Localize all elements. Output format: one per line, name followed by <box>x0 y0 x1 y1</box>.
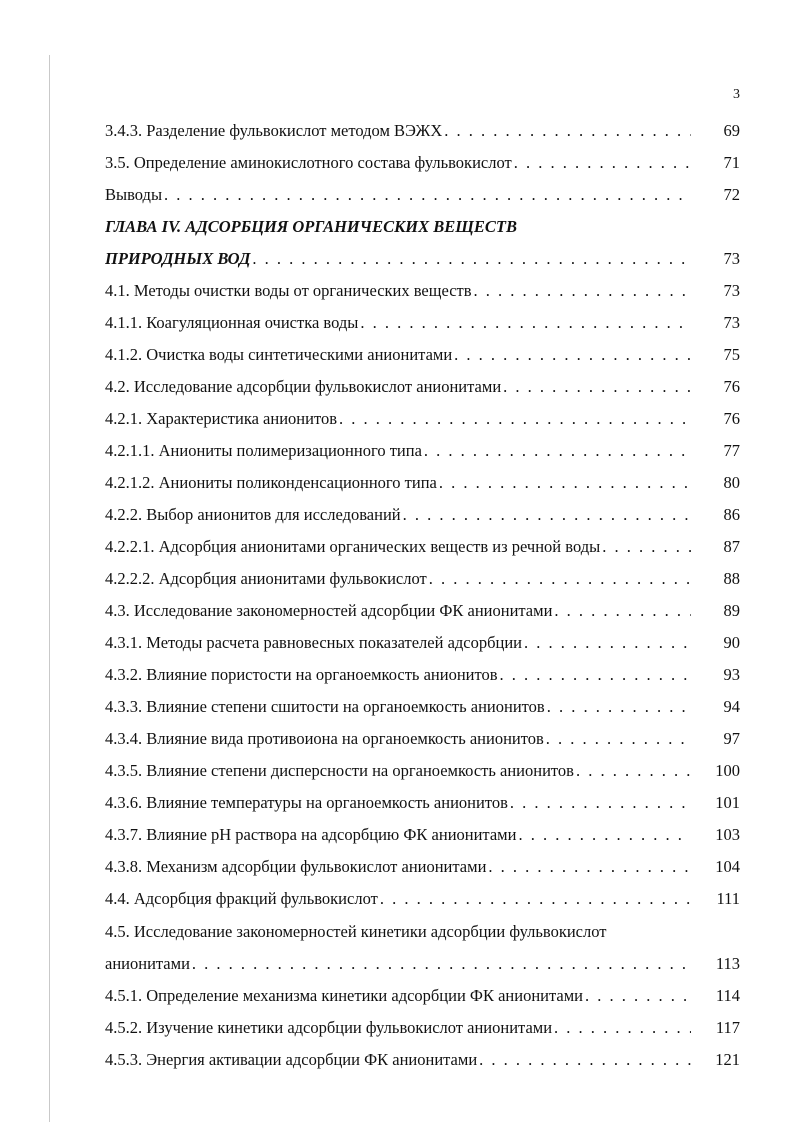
dot-leader <box>524 627 691 659</box>
toc-entry-title: 4.3.3. Влияние степени сшитости на органоемкость анионитов <box>105 697 545 716</box>
toc-entry <box>0 659 793 691</box>
toc-entry-page: 101 <box>715 793 740 812</box>
dot-leader <box>403 499 691 531</box>
page-number: 3 <box>733 87 740 102</box>
toc-entry-title: 4.2. Исследование адсорбции фульвокислот анионитами <box>105 377 502 396</box>
toc-entry-page: 71 <box>723 153 740 172</box>
toc-entry <box>0 980 793 1012</box>
toc-entry-page: 86 <box>723 505 740 524</box>
dot-leader <box>339 403 691 435</box>
dot-leader <box>252 243 691 275</box>
toc-entry-title: 4.3.1. Методы расчета равновесных показателей адсорбции <box>105 633 522 652</box>
toc-entry-title: 3.5. Определение аминокислотного состава фульвокислот <box>105 153 512 172</box>
toc-chapter-heading <box>0 211 793 243</box>
toc-entry-title: 4.2.2. Выбор анионитов для исследований <box>105 505 401 524</box>
toc-entry <box>0 691 793 723</box>
dot-leader <box>429 563 691 595</box>
toc-entry-title: 4.2.1.2. Аниониты поликонденсационного типа <box>105 473 437 492</box>
toc-entry <box>0 531 793 563</box>
toc-entry-title: анионитами <box>105 954 190 973</box>
toc-entry-title: 4.2.2.1. Адсорбция анионитами органических веществ из речной воды <box>105 537 601 556</box>
toc-entry <box>0 627 793 659</box>
toc-entry <box>0 371 793 403</box>
dot-leader <box>360 307 691 339</box>
toc-entry-title: 4.1. Методы очистки воды от органических веществ <box>105 281 472 300</box>
toc-entry-page: 76 <box>723 377 740 396</box>
toc-entry-page: 94 <box>723 697 740 716</box>
toc-chapter-heading-cont <box>0 243 793 275</box>
toc-entry <box>0 147 793 179</box>
dot-leader <box>514 147 691 179</box>
toc-entry-title: ГЛАВА IV. АДСОРБЦИЯ ОРГАНИЧЕСКИХ ВЕЩЕСТВ <box>105 217 517 236</box>
dot-leader <box>546 723 691 755</box>
toc-entry-title: 4.3.2. Влияние пористости на органоемкость анионитов <box>105 665 498 684</box>
dot-leader <box>439 467 691 499</box>
toc-entry-title: 4.2.1.1. Аниониты полимеризационного типа <box>105 441 422 460</box>
toc-entry-page: 90 <box>723 633 740 652</box>
toc-entry <box>0 1044 793 1076</box>
toc-entry <box>0 851 793 883</box>
toc-entry-page: 97 <box>723 729 740 748</box>
toc-entry <box>0 499 793 531</box>
toc-entry <box>0 1012 793 1044</box>
toc-entry-page: 114 <box>715 986 740 1005</box>
toc-entry-page: 89 <box>723 601 740 620</box>
toc-entry <box>0 307 793 339</box>
dot-leader <box>479 1044 691 1076</box>
toc-entry-page: 80 <box>723 473 740 492</box>
toc-entry-title: 4.5.2. Изучение кинетики адсорбции фульвокислот анионитами <box>105 1018 553 1037</box>
dot-leader <box>454 339 691 371</box>
dot-leader <box>518 819 691 851</box>
toc-entry <box>0 339 793 371</box>
toc-entry-page: 77 <box>723 441 740 460</box>
toc-entry-page: 69 <box>723 121 740 140</box>
toc-entry-page: 73 <box>723 281 740 300</box>
dot-leader <box>488 851 691 883</box>
dot-leader <box>444 115 691 147</box>
toc-entry-title: 4.3.7. Влияние pH раствора на адсорбцию ФК анионитами <box>105 825 517 844</box>
dot-leader <box>474 275 691 307</box>
toc-entry <box>0 275 793 307</box>
toc-entry <box>0 787 793 819</box>
dot-leader <box>554 595 691 627</box>
toc-entry-page: 88 <box>723 569 740 588</box>
toc-entry-page: 111 <box>716 889 740 908</box>
toc-entry <box>0 819 793 851</box>
toc-entry-title: 4.1.1. Коагуляционная очистка воды <box>105 313 359 332</box>
toc-entry-page: 121 <box>715 1050 740 1069</box>
dot-leader <box>164 179 691 211</box>
toc-entry-page: 117 <box>715 1018 740 1037</box>
toc-entry-title: 4.3.8. Механизм адсорбции фульвокислот анионитами <box>105 857 487 876</box>
dot-leader <box>585 980 691 1012</box>
toc-entry-page: 75 <box>723 345 740 364</box>
toc-entry-title: Выводы <box>105 185 163 204</box>
toc-entry-page: 87 <box>723 537 740 556</box>
dot-leader <box>192 948 691 980</box>
toc-entry-multiline <box>0 916 793 948</box>
toc-entry-page: 76 <box>723 409 740 428</box>
toc-entry-title: 4.5.1. Определение механизма кинетики адсорбции ФК анионитами <box>105 986 583 1005</box>
toc-entry-page: 104 <box>715 857 740 876</box>
toc-entry <box>0 467 793 499</box>
dot-leader <box>547 691 691 723</box>
toc-entry <box>0 883 793 915</box>
toc-entry-title: 4.3.5. Влияние степени дисперсности на органоемкость анионитов <box>105 761 574 780</box>
toc-entry-title: 3.4.3. Разделение фульвокислот методом ВЭЖХ <box>105 121 443 140</box>
toc-entry <box>0 403 793 435</box>
dot-leader <box>424 435 691 467</box>
toc-entry-title: 4.3. Исследование закономерностей адсорбции ФК анионитами <box>105 601 553 620</box>
dot-leader <box>500 659 691 691</box>
toc-entry-page: 113 <box>715 954 740 973</box>
toc-entry-page: 100 <box>715 761 740 780</box>
dot-leader <box>554 1012 691 1044</box>
toc-entry-title: 4.2.1. Характеристика анионитов <box>105 409 337 428</box>
toc-entry-title: 4.4. Адсорбция фракций фульвокислот <box>105 889 378 908</box>
toc-entry <box>0 435 793 467</box>
toc-entry-title: ПРИРОДНЫХ ВОД <box>105 249 251 268</box>
toc-entry-cont <box>0 948 793 980</box>
toc-entry <box>0 723 793 755</box>
toc-entry-page: 73 <box>723 313 740 332</box>
toc-entry-title: 4.5.3. Энергия активации адсорбции ФК анионитами <box>105 1050 478 1069</box>
toc-entry-title: 4.3.4. Влияние вида противоиона на органоемкость анионитов <box>105 729 544 748</box>
dot-leader <box>380 883 691 915</box>
toc-entry-page: 93 <box>723 665 740 684</box>
dot-leader <box>503 371 691 403</box>
toc-entry-title: 4.5. Исследование закономерностей кинетики адсорбции фульвокислот <box>105 922 607 941</box>
toc-entry <box>0 755 793 787</box>
toc-entry-page: 72 <box>723 185 740 204</box>
toc-entry-title: 4.3.6. Влияние температуры на органоемкость анионитов <box>105 793 508 812</box>
toc-entry-page: 103 <box>715 825 740 844</box>
toc-entry-page: 73 <box>723 249 740 268</box>
dot-leader <box>602 531 691 563</box>
toc-entry <box>0 595 793 627</box>
toc-entry <box>0 115 793 147</box>
dot-leader <box>510 787 691 819</box>
toc-entry <box>0 179 793 211</box>
toc-entry-title: 4.2.2.2. Адсорбция анионитами фульвокислот <box>105 569 427 588</box>
toc-entry-title: 4.1.2. Очистка воды синтетическими анионитами <box>105 345 453 364</box>
dot-leader <box>576 755 691 787</box>
toc-entry <box>0 563 793 595</box>
